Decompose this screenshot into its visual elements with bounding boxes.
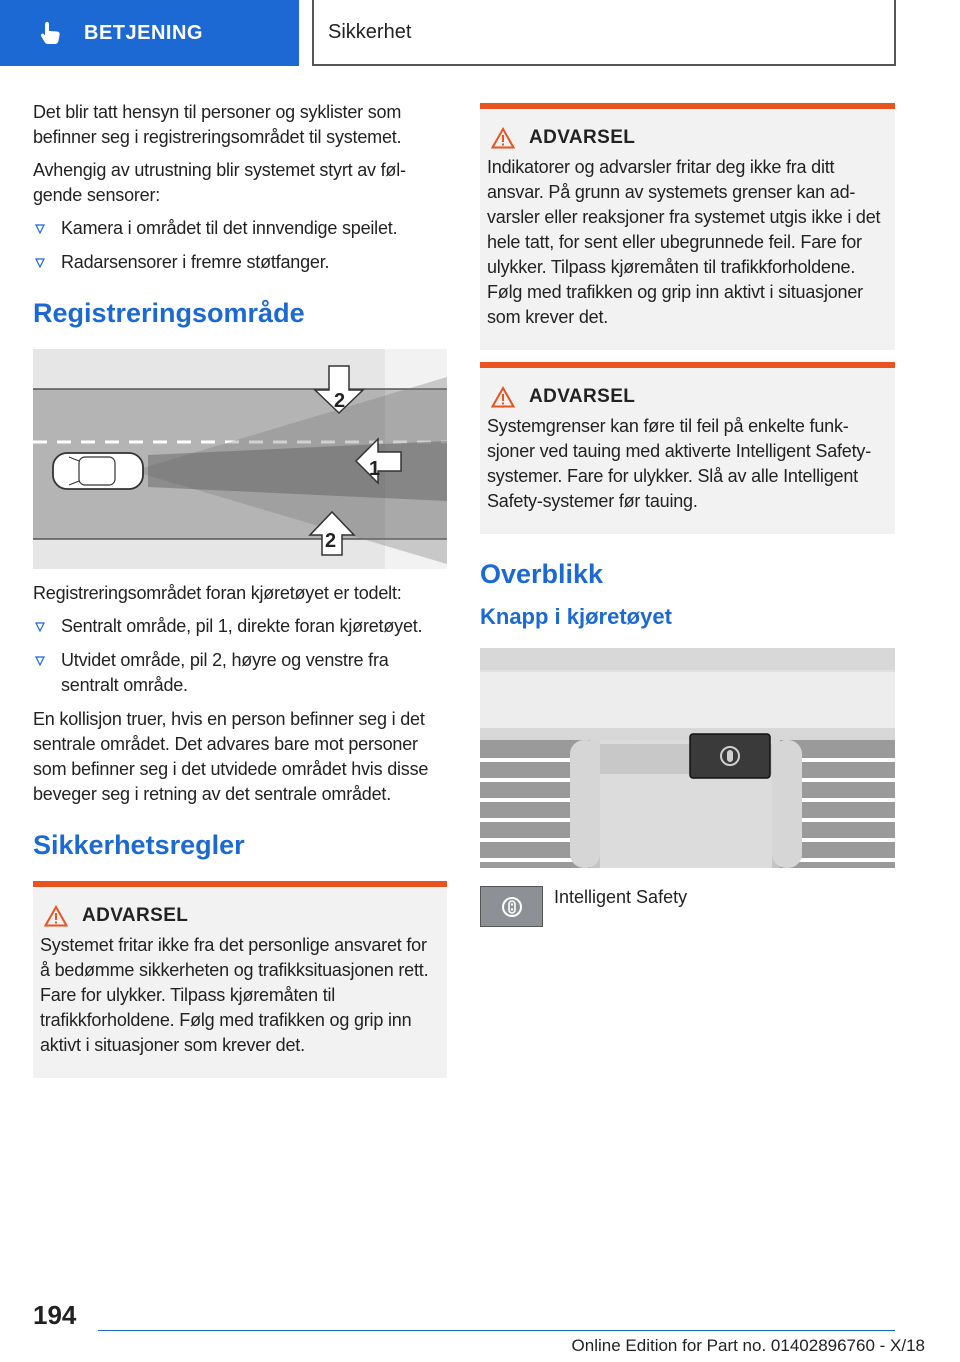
area-item-central: Sentralt område, pil 1, direkte foran kjøretøyet. [61,616,423,636]
diagram-arrow-label-bottom: 2 [325,530,337,552]
section-title [312,0,896,66]
intro-paragraph-1: Det blir tatt hensyn til personer og syklister som befinner seg i registreringsområdet til systemet. [33,102,402,147]
warning-text: Systemet fritar ikke fra det personlige ansvaret for å bedømme sikkerheten og trafikksituasjonen rett. Fare for ulykker. Tilpass kjøremåten til trafikkforholdene. Følg med trafikken og grip inn aktivt i situasjoner som krever det. [40,935,429,1055]
warning-triangle-icon [491,386,515,408]
warning-triangle-icon [491,127,515,149]
warning-text: Systemgrenser kan føre til feil på enkelte funksjoner ved tauing med aktiverte Intelligent Safety-systemer. Fare for ulykker. Slå av alle Intelligent Safety-systemer før tauing. [487,416,872,511]
heading-sikkerhetsregler: Sikkerhetsregler [33,830,245,860]
footer-edition: Online Edition for Part no. 01402896760 - X/18 [571,1336,925,1355]
detection-area-diagram [33,349,447,569]
diagram-arrow-label-top: 2 [334,390,346,412]
page-number: 194 [33,1300,77,1330]
area-item-extended: Utvidet område, pil 2, høyre og venstre fra sentralt område. [61,650,389,695]
collision-paragraph: En kollisjon truer, hvis en person befinner seg i det sentrale området. Det advares bare mot personer som befinner seg i det utvidede området hvis disse beveger seg i retning av det sentrale området. [33,709,429,804]
diagram-arrow-label-center: 1 [369,458,381,480]
heading-overblikk: Overblikk [480,559,604,589]
list-item [33,250,447,275]
triangle-bullet-icon [35,656,45,666]
dashboard-button-photo [480,648,895,868]
intro-paragraph-2: Avhengig av utrustning blir systemet styrt av følgende sensorer: [33,160,407,205]
subheading-knapp: Knapp i kjøretøyet [480,604,672,629]
warning-text: Indikatorer og advarsler fritar deg ikke fra ditt ansvar. På grunn av systemets grenser kan advarsler eller reaksjoner fra systemet utgis ikke i det hele tatt, for sent eller ubegrunnede feil. Fare for ulykker. Tilpass kjøremåten til trafikkforholdene. Følg med trafikken og grip inn aktivt i situasjoner som krever det. [487,157,881,327]
triangle-bullet-icon [35,258,45,268]
list-item [33,614,447,639]
hand-pointer-icon [38,20,64,46]
warning-box [480,362,895,534]
warning-title: ADVARSEL [529,127,636,148]
list-item [33,648,447,698]
heading-registreringsomrade: Registreringsområde [33,298,305,328]
footer-divider [98,1330,895,1331]
intelligent-safety-button[interactable] [480,886,543,927]
left-column [33,100,447,1092]
warning-box [33,881,447,1078]
warning-triangle-icon [44,905,68,927]
triangle-bullet-icon [35,224,45,234]
warning-title: ADVARSEL [82,905,189,926]
list-item [33,216,447,241]
chapter-tab-label: BETJENING [84,21,203,44]
area-intro: Registreringsområdet foran kjøretøyet er todelt: [33,583,402,603]
button-legend [480,886,895,927]
warning-title: ADVARSEL [529,386,636,407]
sensor-item-camera: Kamera i området til det innvendige speilet. [61,218,398,238]
intelligent-safety-icon [500,895,524,919]
right-column [480,103,895,927]
chapter-tab[interactable] [0,0,299,66]
section-title-text: Sikkerhet [328,20,412,43]
warning-box [480,103,895,350]
sensor-item-radar: Radarsensorer i fremre støtfanger. [61,252,330,272]
intelligent-safety-label: Intelligent Safety [554,887,688,907]
triangle-bullet-icon [35,622,45,632]
